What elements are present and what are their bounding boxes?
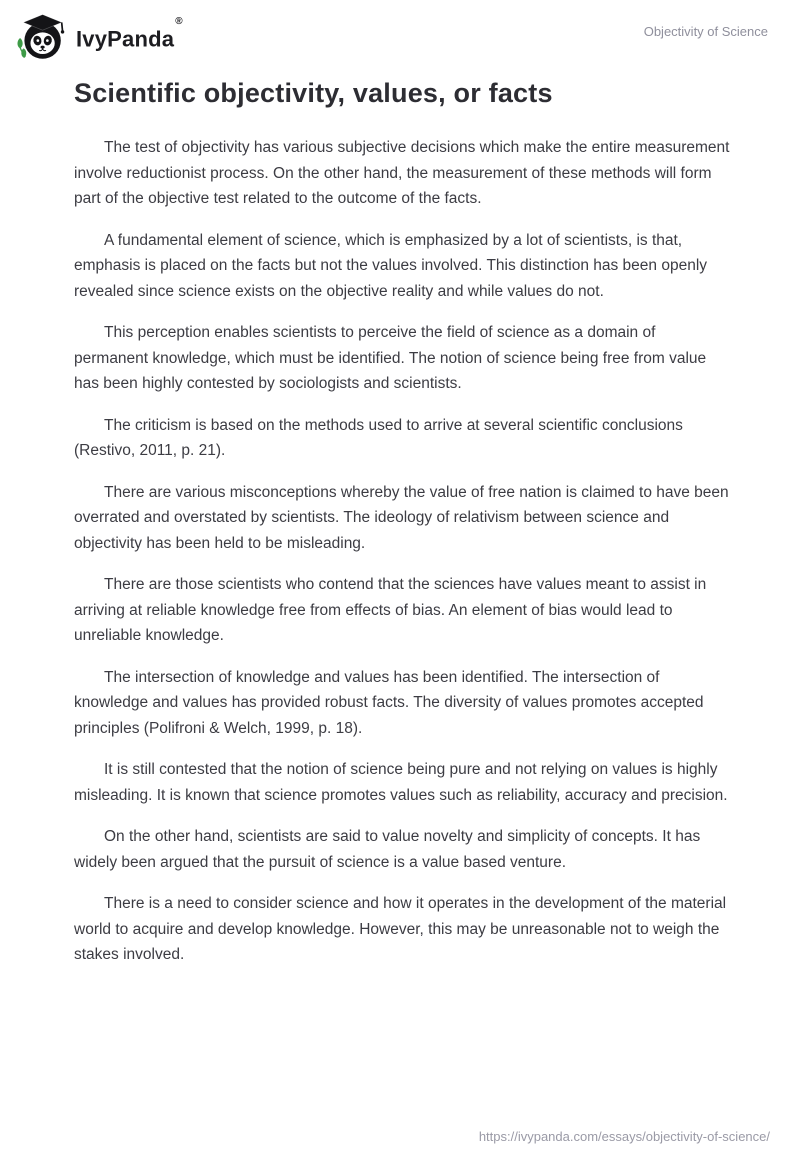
paragraph: The criticism is based on the methods used to arrive at several scientific conclusions (Restivo, 2011, p. 21).: [74, 416, 683, 459]
paragraph: A fundamental element of science, which is emphasized by a lot of scientists, is that, emphasis is placed on the facts but not the values involved. This distinction has been openly revealed since science exists on the objective reality and while values do not.: [74, 231, 708, 300]
paragraph: The intersection of knowledge and values has been identified. The intersection of knowledge and values has provided robust facts. The diversity of values promotes accepted principles (Polifroni & Welch, 1999, p. 18).: [74, 668, 704, 737]
brand-name: IvyPanda®: [76, 16, 183, 52]
paragraph: On the other hand, scientists are said to value novelty and simplicity of concepts. It has widely been argued that the pursuit of science is a value based venture.: [74, 828, 701, 871]
paragraph: The test of objectivity has various subjective decisions which make the entire measurement involve reductionist process. On the other hand, the measurement of these methods will form part of the objective test related to the outcome of the facts.: [74, 139, 730, 207]
paragraph: It is still contested that the notion of science being pure and not relying on values is highly misleading. It is known that science promotes values such as reliability, accuracy and precision.: [74, 761, 728, 804]
page-title: Scientific objectivity, values, or facts: [74, 78, 553, 108]
article: [0, 64, 800, 968]
brand-logo-link[interactable]: [14, 10, 183, 65]
header-doc-title: Objectivity of Science: [643, 24, 768, 39]
paragraph: There are those scientists who contend that the sciences have values meant to assist in arriving at reliable knowledge free from effects of bias. An element of bias would lead to unreliable knowledge.: [74, 576, 707, 644]
paragraph: There is a need to consider science and how it operates in the development of the material world to acquire and develop knowledge. However, this may be unreasonable not to weigh the stakes involved.: [74, 895, 727, 963]
panda-logo-icon: [14, 12, 66, 64]
header: [0, 0, 800, 64]
registered-trademark: ®: [175, 16, 183, 27]
paragraph: There are various misconceptions whereby the value of free nation is claimed to have been overrated and overstated by scientists. The ideology of relativism between science and objectivity has been held to be misleading.: [74, 483, 729, 552]
source-url-link[interactable]: https://ivypanda.com/essays/objectivity-of-science/: [478, 1129, 770, 1144]
footer: [479, 1128, 770, 1146]
paragraph: This perception enables scientists to perceive the field of science as a domain of permanent knowledge, which must be identified. The notion of science being free from value has been highly contested by sociologists and scientists.: [74, 324, 707, 392]
